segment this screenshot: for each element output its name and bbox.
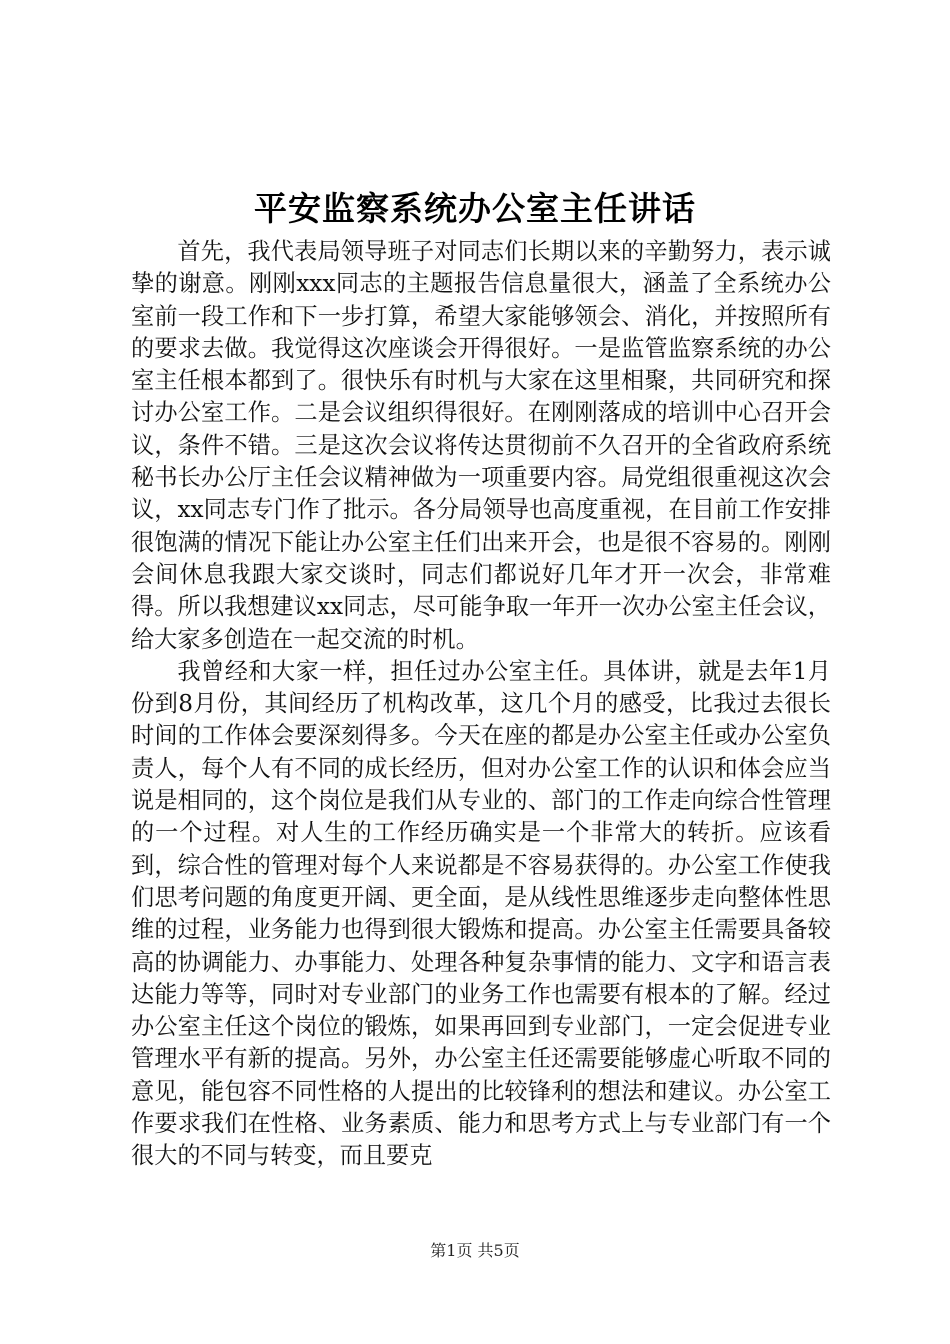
paragraph: 首先，我代表局领导班子对同志们长期以来的辛勤努力，表示诚挚的谢意。刚刚xxx同志的主题报告信息量很大，涵盖了全系统办公室前一段工作和下一步打算，希望大家能够领会、消化，并按照所有的要求去做。我觉得这次座谈会开得很好。一是监管监察系统的办公室主任根本都到了。很快乐有时机与大家在这里相聚，共同研究和探讨办公室工作。二是会议组织得很好。在刚刚落成的培训中心召开会议，条件不错。三是这次会议将传达贯彻前不久召开的全省政府系统秘书长办公厅主任会议精神做为一项重要内容。局党组很重视这次会议，xx同志专门作了批示。各分局领导也高度重视，在目前工作安排很饱满的情况下能让办公室主任们出来开会，也是很不容易的。刚刚会间休息我跟大家交谈时，同志们都说好几年才开一次会，非常难得。所以我想建议xx同志，尽可能争取一年开一次办公室主任会议，给大家多创造在一起交流的时机。 bbox=[131, 238, 831, 653]
page-footer: 第1页 共5页 bbox=[430, 1241, 520, 1260]
document-title: 平安监察系统办公室主任讲话 bbox=[254, 189, 696, 228]
paragraph: 我曾经和大家一样，担任过办公室主任。具体讲，就是去年1月份到8月份，其间经历了机构改革，这几个月的感受，比我过去很长时间的工作体会要深刻得多。今天在座的都是办公室主任或办公室负责人，每个人有不同的成长经历，但对办公室工作的认识和体会应当说是相同的，这个岗位是我们从专业的、部门的工作走向综合性管理的一个过程。对人生的工作经历确实是一个非常大的转折。应该看到，综合性的管理对每个人来说都是不容易获得的。办公室工作使我们思考问题的角度更开阔、更全面，是从线性思维逐步走向整体性思维的过程，业务能力也得到很大锻炼和提高。办公室主任需要具备较高的协调能力、办事能力、处理各种复杂事情的能力、文字和语言表达能力等等，同时对专业部门的业务工作也需要有根本的了解。经过办公室主任这个岗位的锻炼，如果再回到专业部门，一定会促进专业管理水平有新的提高。另外，办公室主任还需要能够虚心听取不同的意见，能包容不同性格的人提出的比较锋利的想法和建议。办公室工作要求我们在性格、业务素质、能力和思考方式上与专业部门有一个很大的不同与转变，而且要克 bbox=[131, 657, 831, 1170]
document-body bbox=[131, 236, 831, 1173]
